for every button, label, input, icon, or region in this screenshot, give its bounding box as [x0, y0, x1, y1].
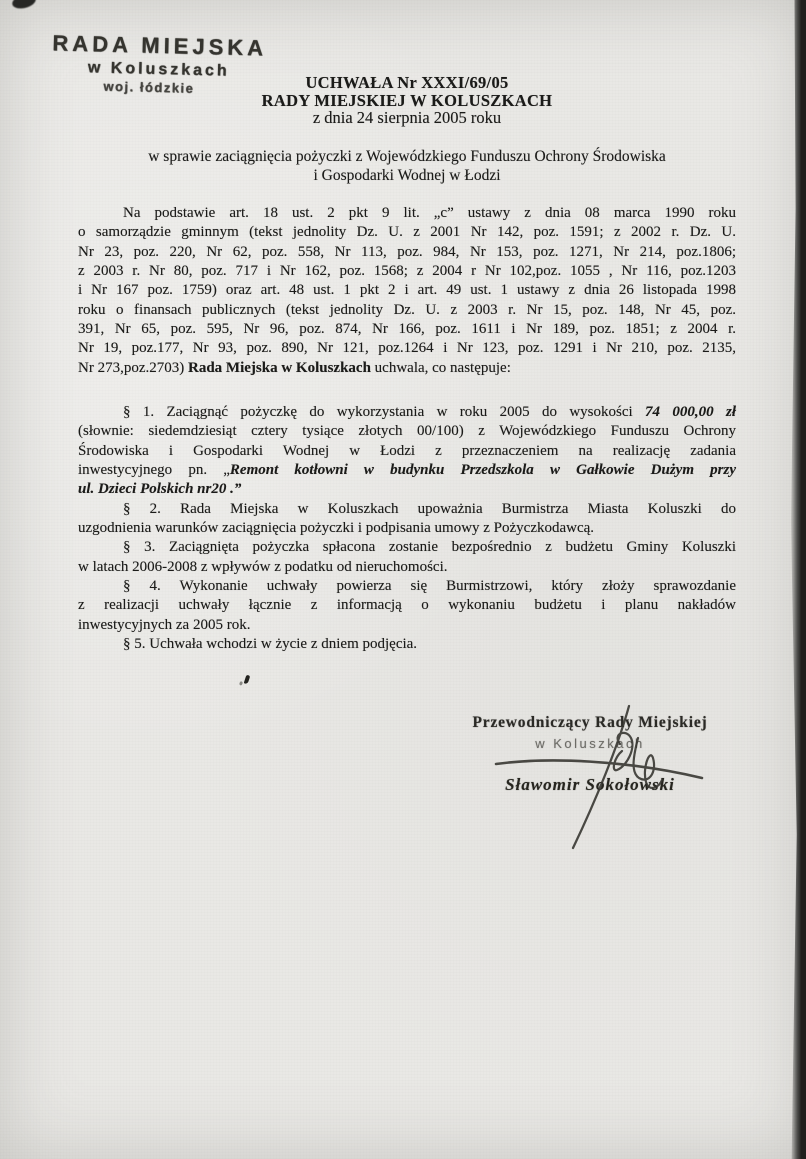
section-1 — [78, 403, 736, 500]
scanner-black-edge — [790, 0, 806, 1159]
preamble-line: roku o finansach publicznych (tekst jednolity Dz. U. z 2003 r. Nr 15, poz. 148, Nr 45, poz. — [78, 301, 736, 318]
section-1-line-3: Środowiska i Gospodarki Wodnej w Łodzi z przeznaczeniem na realizację zadania — [78, 442, 736, 459]
section-5-line-1: § 5. Uchwała wchodzi w życie z dniem podjęcia. — [123, 635, 418, 652]
section-4 — [78, 577, 736, 635]
resolution-subject — [78, 147, 736, 186]
section-1-line-1 — [78, 403, 736, 422]
resolution-heading — [78, 74, 736, 127]
section-5 — [78, 635, 736, 654]
section-4-line-3: inwestycyjnych za 2005 rok. — [78, 616, 251, 633]
scan-smudge-mark — [11, 0, 37, 11]
preamble-last-pre: Nr 273,poz.2703) — [78, 359, 188, 376]
section-2 — [78, 500, 736, 539]
signer-role-line-2: w Koluszkach — [535, 736, 645, 751]
section-1-line-2: (słownie: siedemdziesiąt cztery tysiące złotych 00/100) z Wojewódzkiego Funduszu Ochrony — [78, 423, 736, 440]
section-2-line-1: § 2. Rada Miejska w Koluszkach upoważnia Burmistrza Miasta Koluszki do — [123, 500, 736, 517]
council-name-bold: Rada Miejska w Koluszkach — [187, 359, 371, 376]
preamble-line: i Nr 167 poz. 1759) oraz art. 48 ust. 1 pkt 2 i art. 49 ust. 1 ustawy z dnia 26 listopada 1998 — [78, 282, 736, 299]
section-1-text: inwestycyjnego pn. „ — [78, 461, 230, 478]
resolution-issuer: RADY MIEJSKIEJ W KOLUSZKACH — [261, 90, 553, 110]
loan-amount: 74 000,00 zł — [645, 403, 736, 420]
preamble-line: Nr 23, poz. 220, Nr 62, poz. 558, Nr 113, poz. 984, Nr 153, poz. 1271, Nr 214, poz.1806; — [78, 243, 736, 260]
preamble-line: Nr 19, poz.177, Nr 93, poz. 890, Nr 121, poz.1264 i Nr 123, poz. 1291 i Nr 210, poz. 2135, — [78, 340, 736, 357]
signer-role-line-1: Przewodniczący Rady Miejskiej — [472, 714, 708, 731]
section-1-line-5: ul. Dzieci Polskich nr20 .” — [78, 481, 242, 498]
section-1-line-4 — [78, 461, 736, 480]
preamble-last-post: uchwala, co następuje: — [370, 359, 511, 376]
project-name-quote: Remont kotłowni w budynku Przedszkola w Gałkowie Dużym przy — [229, 461, 736, 478]
preamble-line: o samorządzie gminnym (tekst jednolity Dz. U. z 2001 Nr 142, poz. 1591; z 2002 r. Dz. U. — [78, 224, 736, 241]
section-3-line-2: w latach 2006-2008 z wpływów z podatku od nieruchomości. — [78, 558, 448, 575]
resolution-date: z dnia 24 sierpnia 2005 roku — [312, 108, 502, 128]
section-4-line-1: § 4. Wykonanie uchwały powierza się Burmistrzowi, który złoży sprawozdanie — [123, 577, 736, 594]
subject-line-2: i Gospodarki Wodnej w Łodzi — [313, 167, 501, 185]
preamble-last-line — [78, 359, 736, 378]
resolution-body — [78, 204, 736, 654]
preamble-line: 391, Nr 65, poz. 595, Nr 96, poz. 874, Nr 166, poz. 1611 i Nr 189, poz. 1851; z 2004 r. — [78, 320, 736, 337]
stamp-voivodeship: woj. łódzkie — [103, 78, 195, 96]
resolution-number: UCHWAŁA Nr XXXI/69/05 — [305, 73, 509, 92]
preamble-line: Na podstawie art. 18 ust. 2 pkt 9 lit. „c” ustawy z dnia 08 marca 1990 roku — [123, 205, 736, 221]
signature-block — [458, 714, 722, 795]
preamble-paragraph — [78, 204, 736, 378]
signer-name: Sławomir Sokołowski — [505, 775, 675, 794]
section-4-line-2: z realizacji uchwały łącznie z informacją o wykonaniu budżetu i planu nakładów — [78, 597, 736, 614]
stray-ink-mark — [244, 675, 251, 685]
section-2-line-2: uzgodnienia warunków zaciągnięcia pożyczki i podpisania umowy z Pożyczkodawcą. — [78, 519, 595, 536]
stamp-city: w Koluszkach — [87, 59, 230, 80]
subject-line-1: w sprawie zaciągnięcia pożyczki z Wojewódzkiego Funduszu Ochrony Środowiska — [148, 148, 666, 165]
stamp-org-name: RADA MIEJSKA — [52, 30, 268, 61]
section-3-line-1: § 3. Zaciągnięta pożyczka spłacona zostanie bezpośrednio z budżetu Gminy Koluszki — [123, 539, 736, 556]
preamble-line: z 2003 r. Nr 80, poz. 717 i Nr 162, poz. 1568; z 2004 r Nr 102,poz. 1055 , Nr 116, poz.1203 — [78, 262, 736, 279]
section-1-text: § 1. Zaciągnąć pożyczkę do wykorzystania w roku 2005 do wysokości — [123, 403, 646, 420]
section-3 — [78, 538, 736, 577]
